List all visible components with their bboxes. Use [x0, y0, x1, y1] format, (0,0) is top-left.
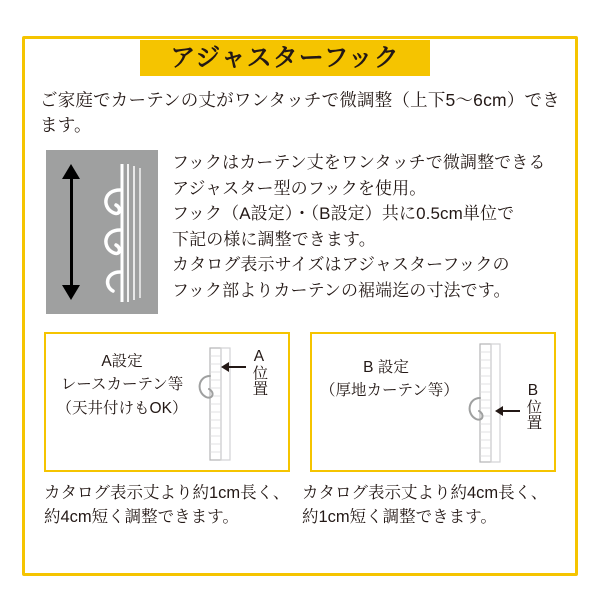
box-b-position-label: B位置: [524, 382, 542, 430]
box-a-sub2: （天井付けもOK）: [56, 399, 188, 417]
box-a-caption: カタログ表示丈より約1cm長く、約4cm短く調整できます。: [44, 484, 290, 526]
box-b-sub1: （厚地カーテン等）: [320, 382, 459, 400]
box-b-pointer-arrow: [502, 410, 520, 412]
description-line: フック（A設定）・（B設定）共に0.5cm単位で: [172, 204, 515, 223]
box-a-labels: [52, 350, 192, 420]
title-banner: [140, 40, 430, 76]
box-a-position-label: A位置: [250, 348, 268, 396]
box-captions: [44, 482, 564, 530]
box-b-setting: [310, 332, 556, 472]
description-line: アジャスター型のフックを使用。: [172, 178, 427, 198]
box-a-heading: A設定: [101, 353, 143, 370]
description-line: カタログ表示サイズはアジャスターフックの: [172, 255, 510, 274]
box-b-heading: B 設定: [363, 359, 409, 376]
photo-description-row: [46, 150, 566, 314]
box-a-pointer-arrow: [228, 366, 246, 368]
box-a-sub1: レースカーテン等: [60, 376, 184, 394]
hook-illustration-icon: [94, 160, 148, 306]
box-b-labels: [320, 356, 459, 403]
setting-boxes: [44, 332, 556, 472]
description-line: フックはカーテン丈をワンタッチで微調整できる: [172, 153, 546, 172]
description-text: [172, 150, 545, 303]
intro-paragraph: ご家庭でカーテンの丈がワンタッチで微調整（上下5〜6cm）できます。: [40, 90, 560, 136]
description-line: フック部よりカーテンの裾端迄の寸法です。: [172, 280, 511, 300]
hook-diagram-a-icon: [194, 342, 240, 466]
up-down-arrow-icon: [62, 164, 80, 300]
hook-diagram-b-icon: [462, 340, 514, 468]
page-title: アジャスターフック: [170, 43, 400, 72]
description-line: 下記の様に調整できます。: [172, 229, 376, 249]
box-b-caption: カタログ表示丈より約4cm長く、約1cm短く調整できます。: [302, 484, 548, 526]
adjuster-hook-photo: [46, 150, 158, 314]
box-a-setting: [44, 332, 290, 472]
